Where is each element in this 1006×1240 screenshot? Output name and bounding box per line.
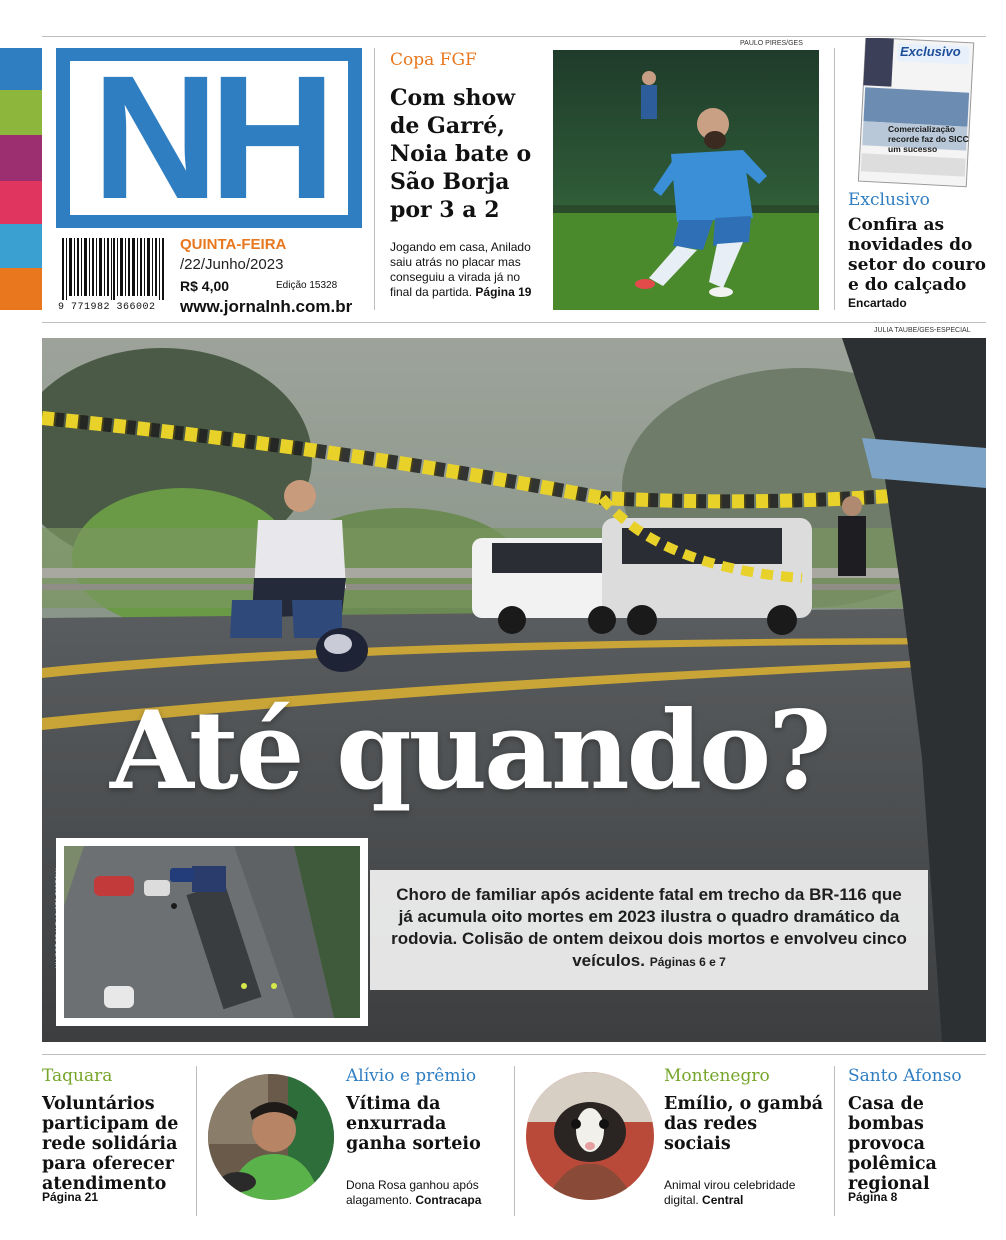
issue-price: R$ 4,00	[180, 278, 230, 294]
exclusivo-thumb-headline: Comercialização recorde faz do SICC um sucesso	[888, 124, 969, 154]
barcode-icon	[62, 238, 166, 300]
issue-edition: Edição 15328	[276, 280, 338, 291]
alivio-headline[interactable]: Vítima da enxurrada ganha sorteio	[346, 1094, 481, 1154]
bottom-divider-1	[196, 1066, 197, 1216]
santo-afonso-headline[interactable]: Casa de bombas provoca polêmica regional	[848, 1094, 937, 1194]
santo-afonso-kicker: Santo Afonso	[848, 1066, 962, 1086]
bottom-rule	[42, 1054, 986, 1055]
montenegro-body: Animal virou celebridade digital.	[664, 1178, 796, 1207]
issue-date: /22/Junho/2023	[180, 256, 284, 273]
montenegro-summary	[664, 1178, 828, 1208]
logo-text: NH	[91, 40, 327, 236]
copa-photo-credit: PAULO PIRES/GES	[740, 40, 803, 47]
taquara-headline[interactable]: Voluntários participam de rede solidária para oferecer atendimento	[42, 1094, 179, 1194]
alivio-summary	[346, 1178, 510, 1208]
exclusivo-kicker: Exclusivo	[848, 190, 930, 210]
gamba-emilio-photo[interactable]	[526, 1072, 654, 1200]
website-link[interactable]: www.jornalnh.com.br	[180, 297, 353, 316]
santo-afonso-page-ref[interactable]: Página 8	[848, 1190, 898, 1204]
exclusivo-thumb-badge: Exclusivo	[900, 44, 961, 59]
copa-kicker: Copa FGF	[390, 50, 477, 70]
montenegro-page-ref[interactable]: Central	[702, 1193, 744, 1207]
masthead-bottom-rule	[42, 322, 986, 323]
main-photo-credit: JULIA TAUBE/GES-ESPECIAL	[874, 327, 971, 334]
color-strip-pink	[0, 181, 42, 224]
alivio-page-ref[interactable]: Contracapa	[415, 1193, 482, 1207]
color-strip-orange	[0, 268, 42, 310]
crash-aerial-inset[interactable]	[56, 838, 368, 1026]
soccer-player-photo[interactable]	[553, 50, 819, 310]
taquara-kicker: Taquara	[42, 1066, 113, 1086]
color-strip-cyan	[0, 224, 42, 268]
montenegro-kicker: Montenegro	[664, 1066, 770, 1086]
main-page-ref[interactable]: Páginas 6 e 7	[649, 955, 726, 969]
color-strip-blue	[0, 48, 42, 90]
exclusivo-foot: Encartado	[848, 296, 907, 310]
color-strip-green	[0, 90, 42, 135]
exclusivo-supplement-thumbnail[interactable]	[856, 38, 976, 188]
masthead-divider-right	[834, 48, 835, 310]
top-rule	[42, 36, 986, 37]
montenegro-headline[interactable]: Emílio, o gambá das redes sociais	[664, 1094, 824, 1154]
copa-page-ref[interactable]: Página 19	[475, 285, 532, 299]
copa-summary	[390, 240, 536, 300]
masthead-divider	[374, 48, 375, 310]
barcode-digits: 9 771982 366002	[58, 302, 156, 313]
copa-body: Jogando em casa, Anilado saiu atrás no placar mas conseguiu a virada já no final da partida.	[390, 240, 531, 299]
taquara-page-ref[interactable]: Página 21	[42, 1190, 99, 1204]
newspaper-logo[interactable]	[56, 40, 362, 236]
alivio-kicker: Alívio e prêmio	[346, 1066, 477, 1086]
bottom-divider-3	[834, 1066, 835, 1216]
main-caption: Choro de familiar após acidente fatal em trecho da BR-116 que já acumula oito mortes em 2023 ilustra o quadro dramático da rodovia. Colisão de ontem deixou dois mortos e envolveu cinco veículos.	[391, 885, 907, 970]
main-headline[interactable]: Até quando?	[110, 688, 829, 814]
dona-rosa-photo[interactable]	[208, 1074, 334, 1200]
exclusivo-headline[interactable]: Confira as novidades do setor do couro e do calçado	[848, 215, 986, 295]
color-strip-purple	[0, 135, 42, 181]
bottom-divider-2	[514, 1066, 515, 1216]
copa-headline[interactable]: Com show de Garré, Noia bate o São Borja por 3 a 2	[390, 85, 532, 223]
issue-day: QUINTA-FEIRA	[180, 236, 287, 253]
inset-photo-credit: VANDRÉ BRANDÃO/GES-ESPECIAL	[56, 866, 62, 968]
alivio-body: Dona Rosa ganhou após alagamento.	[346, 1178, 479, 1207]
main-caption-box	[370, 870, 928, 990]
